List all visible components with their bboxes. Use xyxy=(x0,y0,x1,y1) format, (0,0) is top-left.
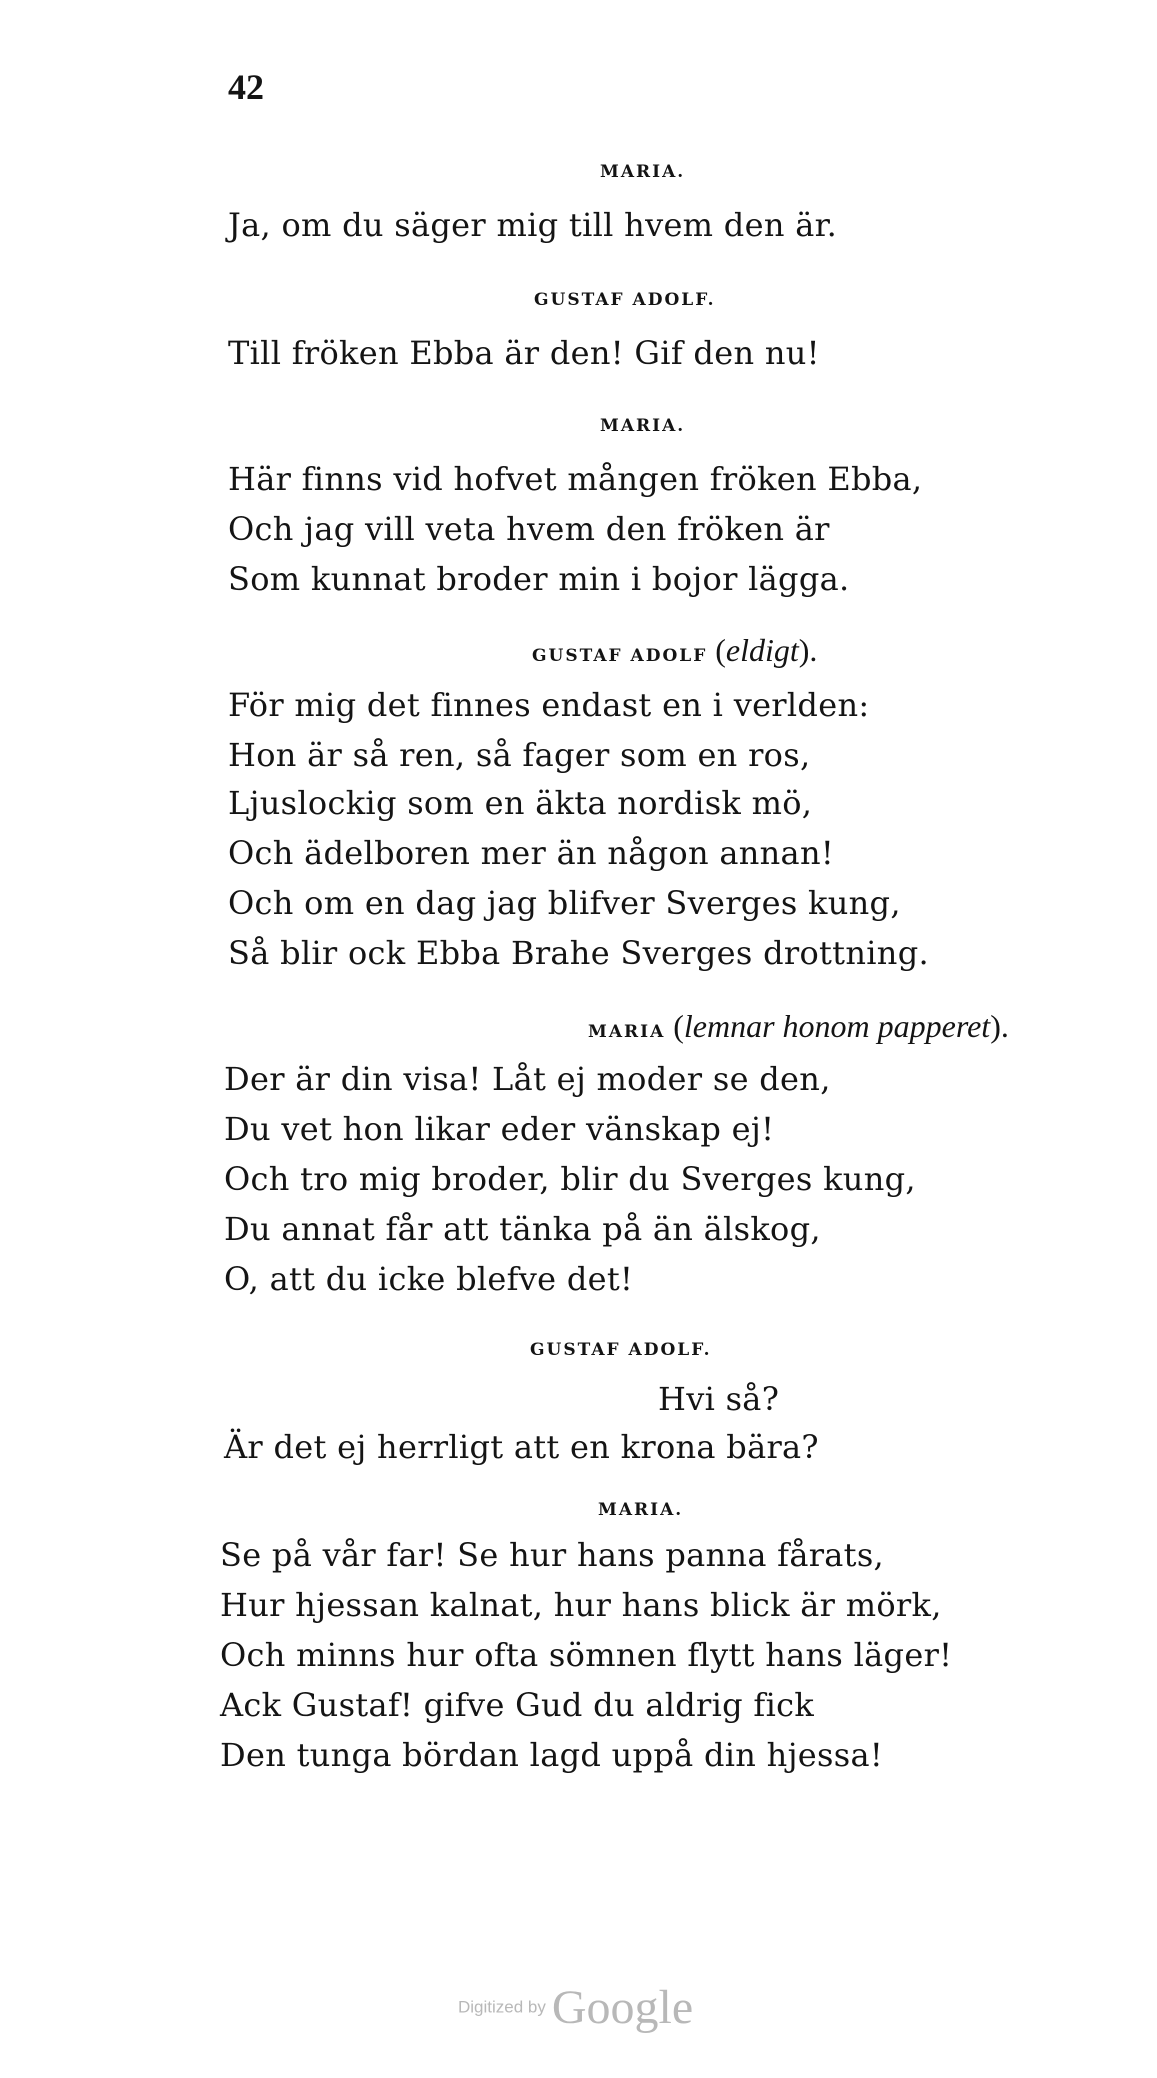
speaker-name: MARIA. xyxy=(598,1500,684,1520)
verse-line: Du annat får att tänka på än älskog, xyxy=(224,1210,821,1248)
verse-line: Ja, om du säger mig till hvem den är. xyxy=(228,206,838,244)
verse-line: Ack Gustaf! gifve Gud du aldrig fick xyxy=(220,1686,815,1724)
verse-line: Och jag vill veta hvem den fröken är xyxy=(228,510,830,548)
paren-close: ). xyxy=(798,632,818,668)
verse-line: Du vet hon likar eder vänskap ej! xyxy=(224,1110,775,1148)
verse-line: Är det ej herrligt att en krona bära? xyxy=(224,1428,819,1466)
speaker-name: MARIA. xyxy=(600,162,686,182)
speaker-name: GUSTAF ADOLF xyxy=(532,646,708,666)
verse-line: Till fröken Ebba är den! Gif den nu! xyxy=(228,334,820,372)
verse-line: Så blir ock Ebba Brahe Sverges drottning. xyxy=(228,934,929,972)
stage-direction: lemnar honom papperet xyxy=(683,1008,991,1044)
page-number: 42 xyxy=(228,67,264,107)
verse-line: Och ädelboren mer än någon annan! xyxy=(228,834,835,872)
verse-line: Hon är så ren, så fager som en ros, xyxy=(228,736,811,774)
speaker-name: MARIA xyxy=(588,1022,666,1042)
digitized-watermark xyxy=(458,1980,693,2035)
verse-line: Som kunnat broder min i bojor lägga. xyxy=(228,560,850,598)
verse-line: Ljuslockig som en äkta nordisk mö, xyxy=(228,784,813,822)
speaker-name: GUSTAF ADOLF. xyxy=(530,1340,712,1360)
google-logo: Google xyxy=(551,1981,694,2034)
paren-close: ). xyxy=(990,1008,1009,1044)
verse-line: Och tro mig broder, blir du Sverges kung, xyxy=(224,1160,916,1198)
verse-line: Hvi så? xyxy=(658,1380,780,1418)
verse-line: O, att du icke blefve det! xyxy=(224,1260,634,1298)
verse-line: Se på vår far! Se hur hans panna fårats, xyxy=(220,1536,885,1574)
verse-line: Hur hjessan kalnat, hur hans blick är mörk, xyxy=(220,1586,942,1624)
verse-line: Och om en dag jag blifver Sverges kung, xyxy=(228,884,901,922)
paren-open: ( xyxy=(673,1008,684,1044)
speaker-name: MARIA. xyxy=(600,416,686,436)
verse-line: Här finns vid hofvet mången fröken Ebba, xyxy=(228,460,923,498)
verse-line: Der är din visa! Låt ej moder se den, xyxy=(224,1060,831,1098)
stage-direction: eldigt xyxy=(725,632,799,668)
paren-open: ( xyxy=(715,632,726,668)
speaker-name: GUSTAF ADOLF. xyxy=(534,290,716,310)
speaker-with-direction xyxy=(532,632,817,669)
watermark-prefix: Digitized by xyxy=(458,1997,546,2017)
verse-line: Och minns hur ofta sömnen flytt hans läger! xyxy=(220,1636,953,1674)
speaker-with-direction xyxy=(588,1008,1009,1045)
verse-line: För mig det finnes endast en i verlden: xyxy=(228,686,870,724)
verse-line: Den tunga bördan lagd uppå din hjessa! xyxy=(220,1736,884,1774)
